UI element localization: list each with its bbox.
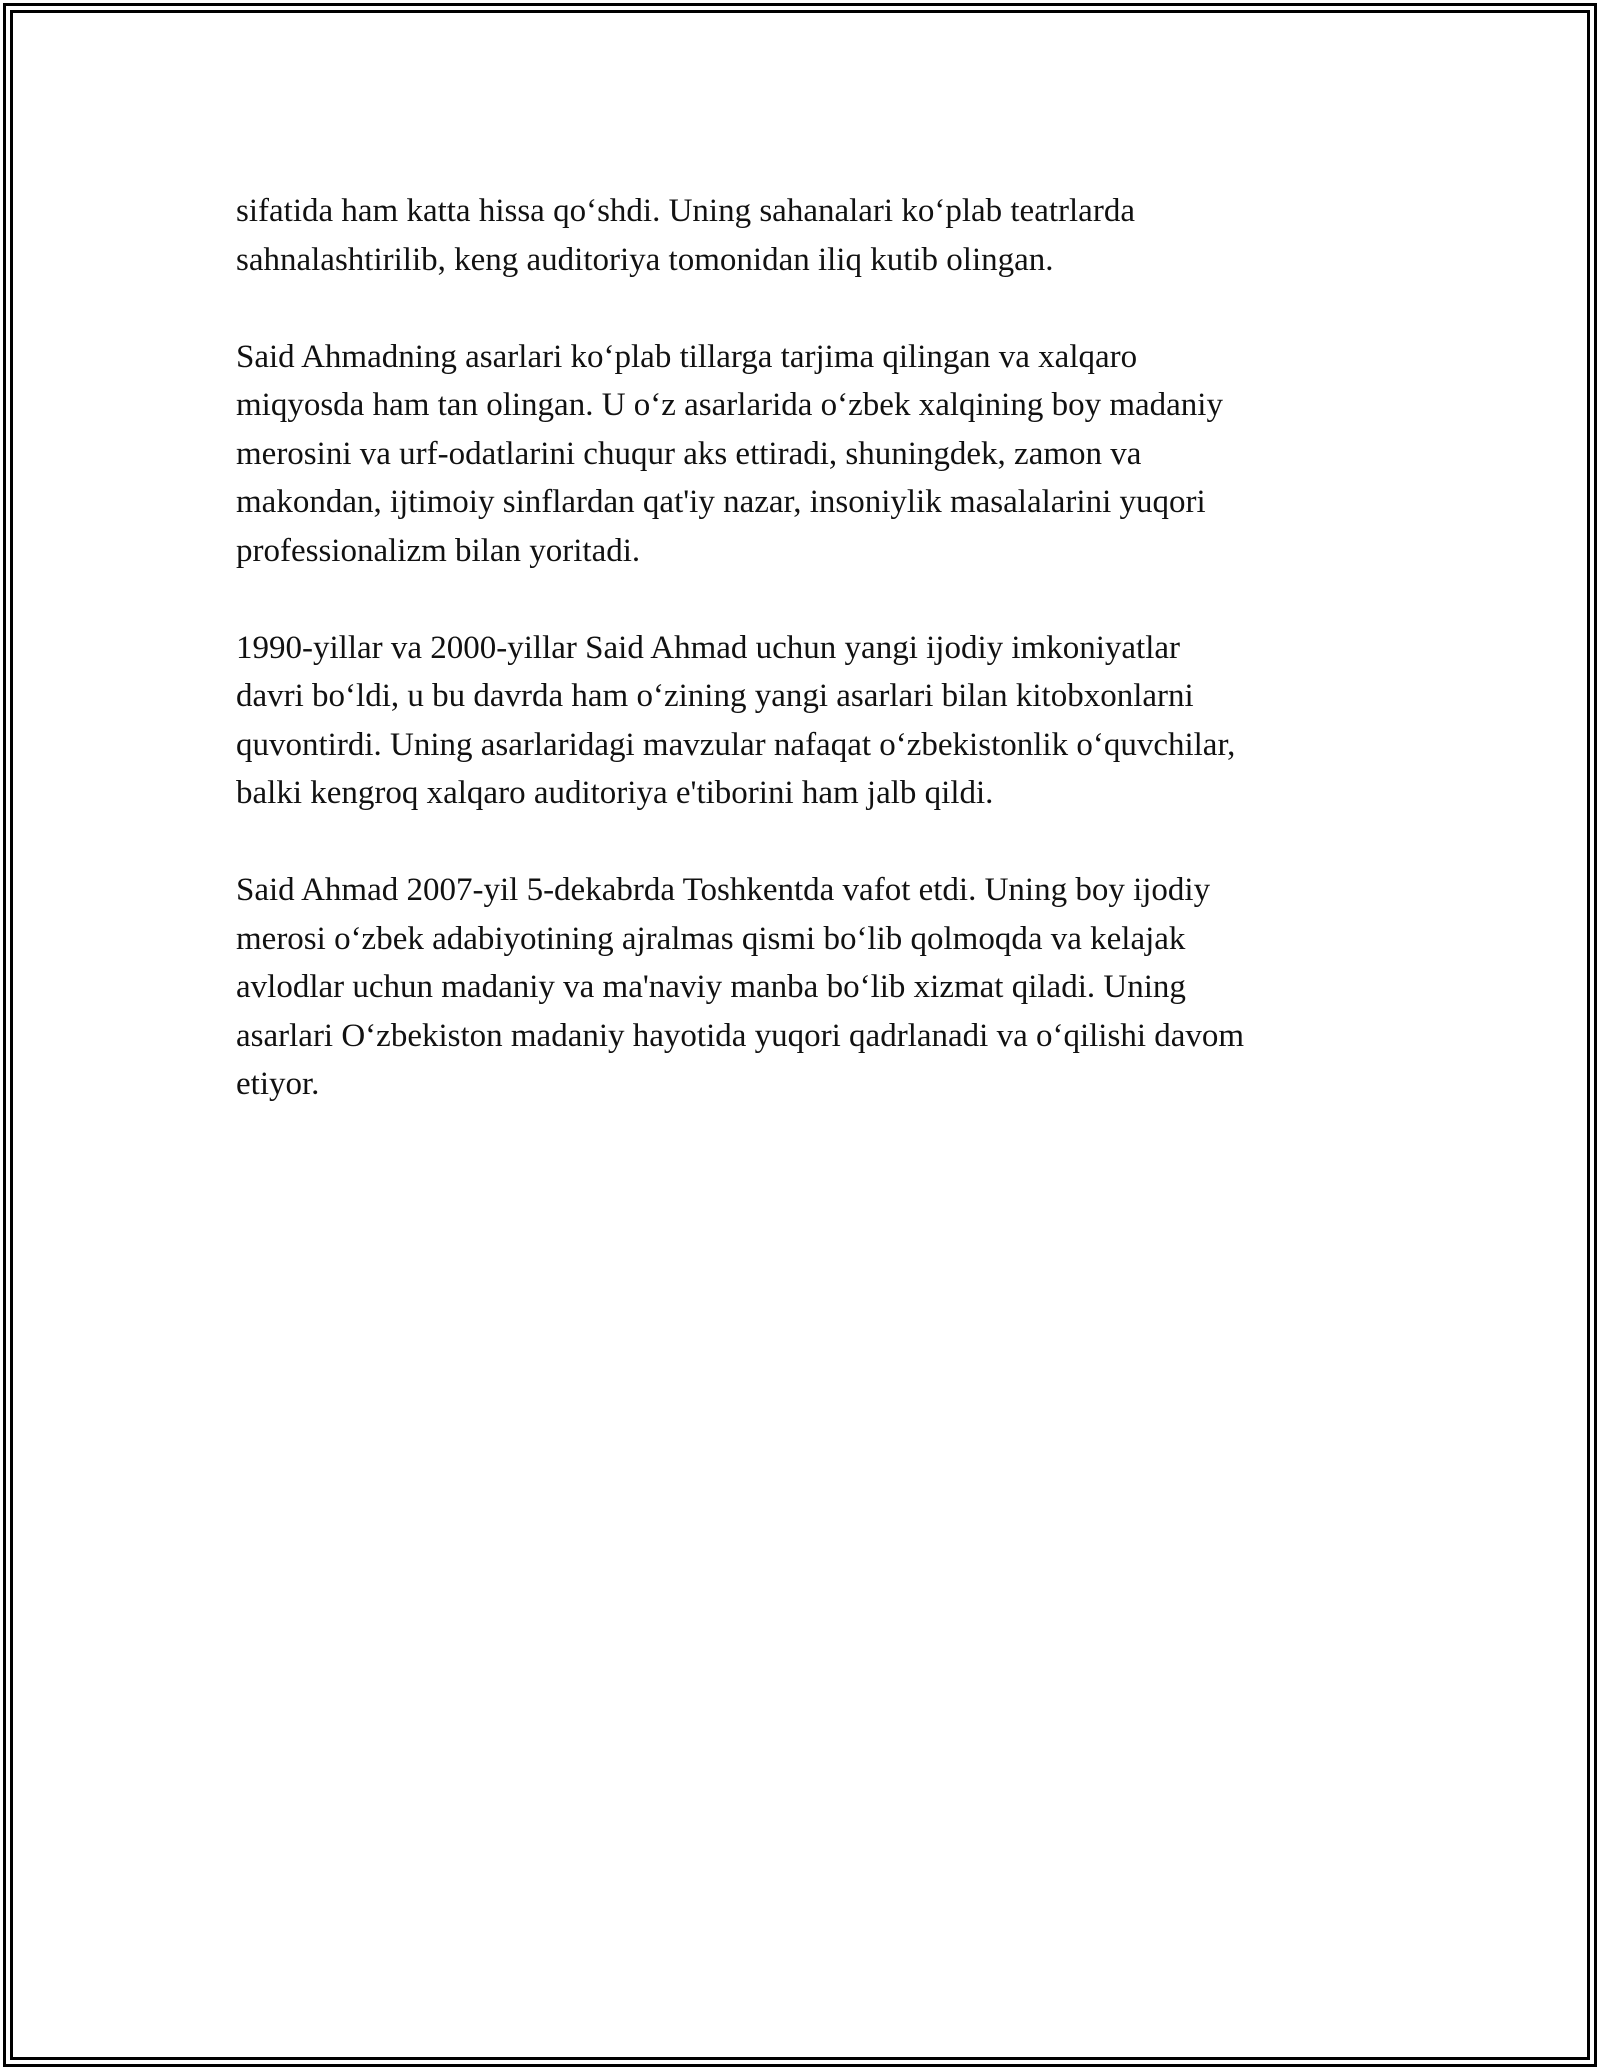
document-body	[236, 187, 1396, 1157]
paragraph-1: sifatida ham katta hissa qo‘shdi. Uning sahanalari ko‘plab teatrlarda sahnalashtirilib, keng auditoriya tomonidan iliq kutib olingan.	[236, 193, 1135, 278]
paragraph-4: Said Ahmad 2007-yil 5-dekabrda Toshkentda vafot etdi. Uning boy ijodiy merosi o‘zbek adabiyotining ajralmas qismi bo‘lib qolmoqda va kelajak avlodlar uchun madaniy va ma'naviy manba bo‘lib xizmat qiladi. Uning asarlari O‘zbekiston madaniy hayotida yuqori qadrlanadi va o‘qilishi davom etiyor.	[236, 872, 1245, 1102]
paragraph-3: 1990-yillar va 2000-yillar Said Ahmad uchun yangi ijodiy imkoniyatlar davri bo‘ldi, u bu davrda ham o‘zining yangi asarlari bilan kitobxonlarni quvontirdi. Uning asarlaridagi mavzular nafaqat o‘zbekistonlik o‘quvchilar, balki kengroq xalqaro auditoriya e'tiborini ham jalb qildi.	[236, 629, 1236, 811]
paragraph-2: Said Ahmadning asarlari ko‘plab tillarga tarjima qilingan va xalqaro miqyosda ham tan olingan. U o‘z asarlarida o‘zbek xalqining boy madaniy merosini va urf-odatlarini chuqur aks ettiradi, shuningdek, zamon va makondan, ijtimoiy sinflardan qat'iy nazar, insoniylik masalalarini yuqori professionalizm bilan yoritadi.	[236, 338, 1223, 569]
